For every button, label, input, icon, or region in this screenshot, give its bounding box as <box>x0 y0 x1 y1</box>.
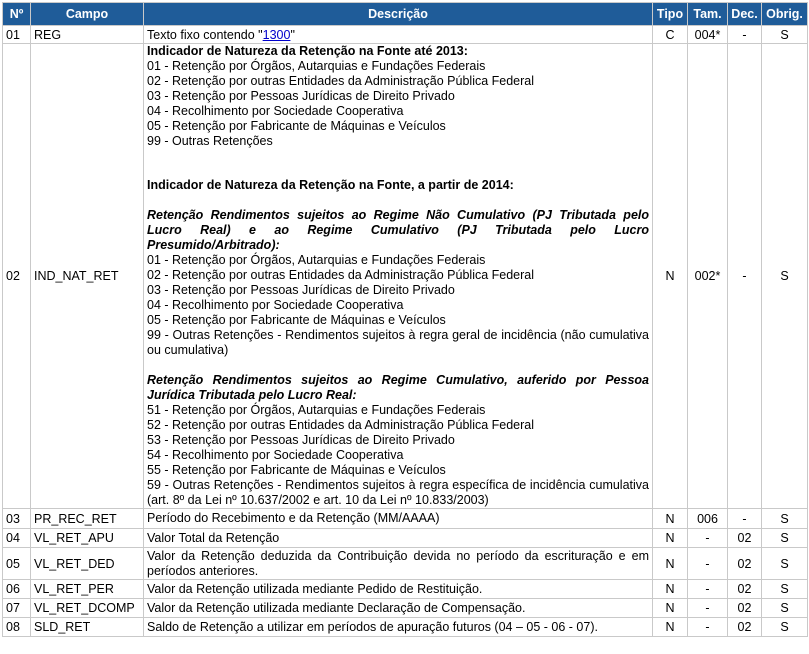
row-tam: - <box>688 529 728 548</box>
table-row <box>3 26 808 44</box>
list-item: 51 - Retenção por Órgãos, Autarquias e Fundações Federais <box>147 403 486 417</box>
row-tipo: N <box>653 548 688 580</box>
row-dec: 02 <box>728 618 762 637</box>
row-dec: - <box>728 26 762 44</box>
row-desc: Período do Recebimento e da Retenção (MM/AAAA) <box>144 509 653 529</box>
row-tam: 006 <box>688 509 728 529</box>
list-item: 99 - Outras Retenções - Rendimentos sujeitos à regra geral de incidência (não cumulativa ou cumulativa) <box>147 328 649 357</box>
row-obrig: S <box>762 618 808 637</box>
row-dec: 02 <box>728 580 762 599</box>
header-campo: Campo <box>31 3 144 26</box>
row-campo: VL_RET_DED <box>31 548 144 580</box>
list-item: 02 - Retenção por outras Entidades da Administração Pública Federal <box>147 74 535 88</box>
row-obrig: S <box>762 529 808 548</box>
row-obrig: S <box>762 580 808 599</box>
header-dec: Dec. <box>728 3 762 26</box>
row-obrig: S <box>762 599 808 618</box>
row-campo: SLD_RET <box>31 618 144 637</box>
header-row <box>3 3 808 26</box>
table-row <box>3 509 808 529</box>
table-row <box>3 599 808 618</box>
desc-prefix: Texto fixo contendo " <box>147 27 263 42</box>
desc-suffix: " <box>290 27 295 42</box>
row-tam: - <box>688 580 728 599</box>
row-tipo: N <box>653 580 688 599</box>
table-row <box>3 529 808 548</box>
list-item: 99 - Outras Retenções <box>147 134 273 148</box>
list-item: 55 - Retenção por Fabricante de Máquinas e Veículos <box>147 463 446 477</box>
row-tam: 002* <box>688 44 728 509</box>
row-tipo: N <box>653 529 688 548</box>
row-campo: VL_RET_DCOMP <box>31 599 144 618</box>
row-obrig: S <box>762 44 808 509</box>
row-campo: IND_NAT_RET <box>31 44 144 509</box>
row-tipo: N <box>653 509 688 529</box>
row-num: 01 <box>3 26 31 44</box>
header-num: Nº <box>3 3 31 26</box>
table-row <box>3 580 808 599</box>
row-campo: VL_RET_PER <box>31 580 144 599</box>
list-item: 59 - Outras Retenções - Rendimentos sujeitos à regra específica de incidência cumulativa (art. 8º da Lei nº 10.637/2002 e art. 10 da Lei nº 10.833/2003) <box>147 478 649 507</box>
row-desc: Valor Total da Retenção <box>144 529 653 548</box>
list-item: 05 - Retenção por Fabricante de Máquinas e Veículos <box>147 313 446 327</box>
row-desc: Saldo de Retenção a utilizar em períodos de apuração futuros (04 – 05 - 06 - 07). <box>144 618 653 637</box>
list-item: 04 - Recolhimento por Sociedade Cooperativa <box>147 104 404 118</box>
row-num: 04 <box>3 529 31 548</box>
row-obrig: S <box>762 26 808 44</box>
row-tipo: N <box>653 44 688 509</box>
row-tipo: C <box>653 26 688 44</box>
list-item: 03 - Retenção por Pessoas Jurídicas de Direito Privado <box>147 283 455 297</box>
header-descricao: Descrição <box>144 3 653 26</box>
subsection-title-nao-cumulativo: Retenção Rendimentos sujeitos ao Regime Não Cumulativo (PJ Tributada pelo Lucro Real) e ao Regime Cumulativo (PJ Tributada pelo Lucro Presumido/Arbitrado): <box>147 208 649 252</box>
row-tam: 004* <box>688 26 728 44</box>
reg-1300-link[interactable]: 1300 <box>262 27 291 42</box>
list-item: 03 - Retenção por Pessoas Jurídicas de Direito Privado <box>147 89 455 103</box>
row-desc <box>144 26 653 44</box>
section-title-a-partir-2014: Indicador de Natureza da Retenção na Fonte, a partir de 2014: <box>147 178 514 192</box>
section-title-ate-2013: Indicador de Natureza da Retenção na Fonte até 2013: <box>147 44 468 58</box>
row-desc: Valor da Retenção utilizada mediante Declaração de Compensação. <box>144 599 653 618</box>
row-campo: VL_RET_APU <box>31 529 144 548</box>
row-dec: - <box>728 44 762 509</box>
table-row <box>3 44 808 509</box>
row-dec: 02 <box>728 599 762 618</box>
table-row <box>3 548 808 580</box>
subsection-title-cumulativo: Retenção Rendimentos sujeitos ao Regime Cumulativo, auferido por Pessoa Jurídica Tributada pelo Lucro Real: <box>147 373 649 402</box>
row-tipo: N <box>653 599 688 618</box>
row-num: 03 <box>3 509 31 529</box>
field-spec-table <box>2 2 808 637</box>
row-desc: Valor da Retenção utilizada mediante Pedido de Restituição. <box>144 580 653 599</box>
row-tipo: N <box>653 618 688 637</box>
row-tam: - <box>688 548 728 580</box>
table-row <box>3 618 808 637</box>
row-num: 07 <box>3 599 31 618</box>
list-item: 05 - Retenção por Fabricante de Máquinas e Veículos <box>147 119 446 133</box>
row-obrig: S <box>762 548 808 580</box>
header-obrig: Obrig. <box>762 3 808 26</box>
row-dec: 02 <box>728 529 762 548</box>
row-num: 02 <box>3 44 31 509</box>
list-item: 04 - Recolhimento por Sociedade Cooperativa <box>147 298 404 312</box>
row-num: 06 <box>3 580 31 599</box>
row-num: 08 <box>3 618 31 637</box>
row-dec: - <box>728 509 762 529</box>
list-item: 01 - Retenção por Órgãos, Autarquias e Fundações Federais <box>147 253 486 267</box>
list-item: 02 - Retenção por outras Entidades da Administração Pública Federal <box>147 268 535 282</box>
list-item: 01 - Retenção por Órgãos, Autarquias e Fundações Federais <box>147 59 486 73</box>
row-desc <box>144 44 653 509</box>
header-tipo: Tipo <box>653 3 688 26</box>
row-dec: 02 <box>728 548 762 580</box>
list-item: 53 - Retenção por Pessoas Jurídicas de Direito Privado <box>147 433 455 447</box>
row-desc: Valor da Retenção deduzida da Contribuição devida no período da escrituração e em períodos anteriores. <box>144 548 653 580</box>
row-tam: - <box>688 618 728 637</box>
list-item: 54 - Recolhimento por Sociedade Cooperativa <box>147 448 404 462</box>
row-tam: - <box>688 599 728 618</box>
header-tam: Tam. <box>688 3 728 26</box>
row-campo: PR_REC_RET <box>31 509 144 529</box>
row-campo: REG <box>31 26 144 44</box>
list-item: 52 - Retenção por outras Entidades da Administração Pública Federal <box>147 418 535 432</box>
row-obrig: S <box>762 509 808 529</box>
row-num: 05 <box>3 548 31 580</box>
